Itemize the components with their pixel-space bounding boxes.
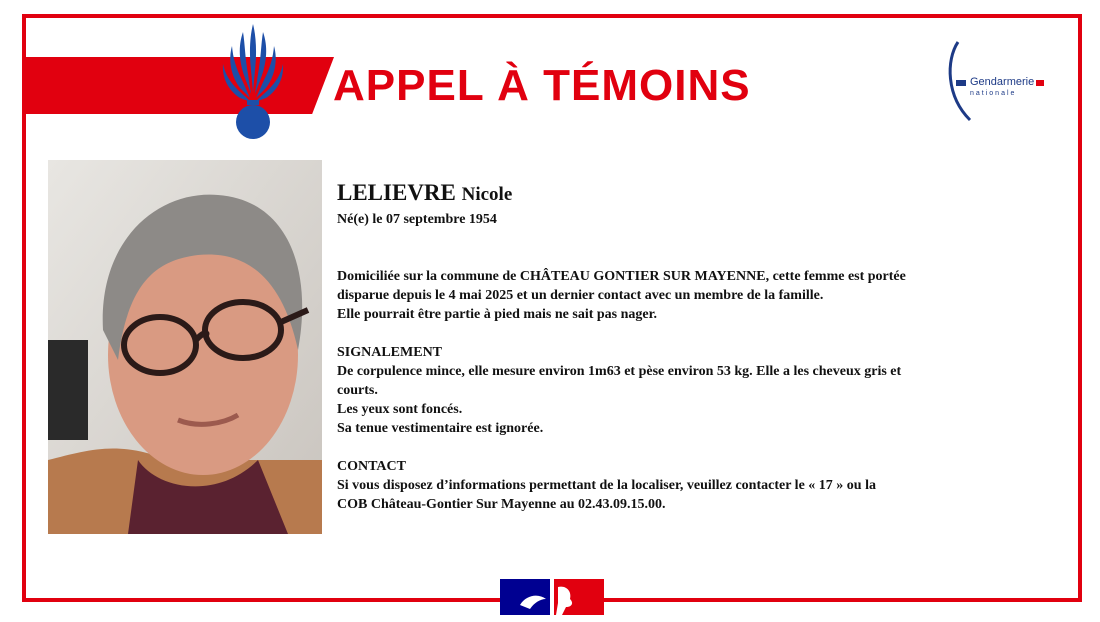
- intro-line: Elle pourrait être partie à pied mais ne sait pas nager.: [337, 307, 658, 322]
- signalement-line: courts.: [337, 383, 378, 398]
- description-section: [337, 343, 1027, 438]
- person-name: [337, 178, 1027, 210]
- page-title: APPEL À TÉMOINS: [333, 61, 751, 110]
- gendarmerie-logo: [944, 38, 1054, 124]
- red-banner: [22, 57, 334, 114]
- missing-person-photo: [48, 160, 322, 534]
- marianne-logo: [500, 577, 604, 617]
- signalement-line: Les yeux sont foncés.: [337, 402, 463, 417]
- intro-line: disparue depuis le 4 mai 2025 et un dernier contact avec un membre de la famille.: [337, 288, 824, 303]
- intro-paragraph: [337, 267, 1027, 324]
- intro-line: Domiciliée sur la commune de CHÂTEAU GONTIER SUR MAYENNE, cette femme est portée: [337, 269, 906, 284]
- signalement-line: Sa tenue vestimentaire est ignorée.: [337, 421, 544, 436]
- grenade-flame-icon: [220, 22, 286, 140]
- last-name: LELIEVRE: [337, 180, 456, 205]
- notice-text: [337, 178, 1027, 533]
- logo-text-line1: Gendarmerie: [970, 76, 1035, 88]
- signalement-line: De corpulence mince, elle mesure environ 1m63 et pèse environ 53 kg. Elle a les cheveux gris et: [337, 364, 902, 379]
- marianne-icon: [500, 577, 604, 617]
- portrait-image: [48, 160, 322, 534]
- contact-line: COB Château-Gontier Sur Mayenne au 02.43.09.15.00.: [337, 497, 666, 512]
- first-name: Nicole: [461, 184, 513, 205]
- birth-date: Né(e) le 07 septembre 1954: [337, 212, 497, 227]
- contact-line: Si vous disposez d’informations permettant de la localiser, veuillez contacter le « 17 » ou la: [337, 478, 876, 493]
- contact-section: [337, 457, 1027, 514]
- signalement-title: SIGNALEMENT: [337, 345, 443, 360]
- contact-title: CONTACT: [337, 459, 406, 474]
- logo-text-line2: nationale: [970, 90, 1017, 97]
